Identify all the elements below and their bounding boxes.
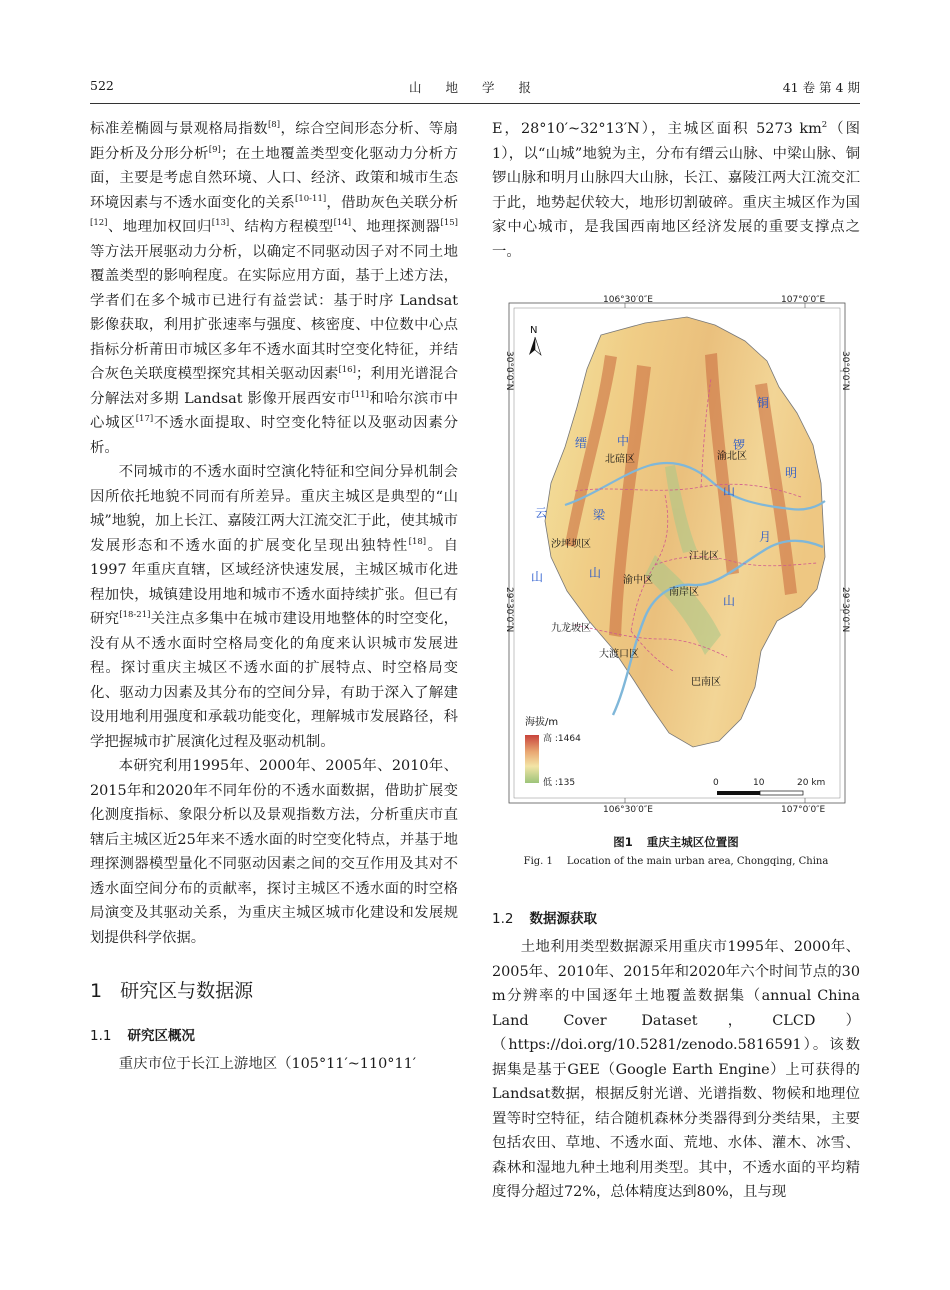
mountain-char-liang: 梁 — [593, 508, 606, 522]
lon-bottom-left: 106°30′0″E — [603, 805, 653, 815]
lon-bottom-right: 107°0′0″E — [781, 805, 826, 815]
right-column-lower — [492, 903, 860, 1205]
mountain-char-shan3: 山 — [723, 484, 736, 498]
right-paragraph-2: 土地利用类型数据源采用重庆市1995年、2000年、2005年、2010年、2015年和2020年六个时间节点的30 m分辨率的中国逐年土地覆盖数据集（annual China Land Cover Dataset，CLCD）（https://doi.org/10.5281/zenodo.5816591）。该数据集是基于GEE（Google Earth Engine）上可获得的Landsat数据，根据反射光谱、光谱指数、物候和地理位置等时空特征，结合随机森林分类器得到分类结果，主要包括农田、草地、不透水面、荒地、水体、灌木、冰雪、森林和湿地九种土地利用类型。其中，不透水面的平均精度得分超过72%，总体精度达到80%，且与现 — [492, 939, 860, 1200]
page-header — [90, 78, 860, 98]
left-paragraph-2: 不同城市的不透水面时空演化特征和空间分异机制会因所依托地貌不同而有所差异。重庆主城区是典型的“山城”地貌，加上长江、嘉陵江两大江流交汇于此，使其城市发展形态和不透水面的扩展变化呈现出独特性[18]。自 1997 年重庆直辖，区域经济快速发展，主城区城市化进程加快，城镇建设用地和城市不透水面持续扩张。但已有研究[18-21]关注点多集中在城市建设用地整体的时空变化，没有从不透水面时空格局变化的角度来认识城市发展进程。探讨重庆主城区不透水面的扩展特点、时空格局变化、驱动力因素及其分布的空间分异，有助于深入了解建设用地利用强度和承载功能变化，理解城市发展路径，科学把握城市扩展演化过程及驱动机制。 — [90, 464, 458, 750]
volume-issue: 41 卷 第 4 期 — [782, 80, 860, 95]
figure-caption-zh: 图1 重庆主城区位置图 — [613, 835, 739, 849]
location-map — [505, 295, 853, 815]
mountain-char-yun: 云 — [535, 506, 548, 520]
lat-left-top: 30°0′0″N — [505, 351, 514, 391]
lon-top-right: 107°0′0″E — [781, 295, 826, 305]
mountain-char-zhong: 中 — [617, 434, 630, 448]
district-beibei: 北碚区 — [605, 454, 635, 465]
district-jiangbei: 江北区 — [689, 551, 719, 562]
left-paragraph-1: 标准差椭圆与景观格局指数[8]，综合空间形态分析、等扇距分析及分形分析[9]；在土地覆盖类型变化驱动力分析方面，主要是考虑自然环境、人口、经济、政策和城市生态环境因素与不透水面变化的关系[10-11]，借助灰色关联分析[12]、地理加权回归[13]、结构方程模型[14]、地理探测器[15]等方法开展驱动力分析，以确定不同驱动因子对不同土地覆盖类型的影响程度。在实际应用方面，基于上述方法，学者们在多个城市已进行有益尝试：基于时序 Landsat 影像获取，利用扩张速率与强度、核密度、中位数中心点指标分析莆田市城区多年不透水面其时空变化特征，并结合灰色关联度模型探究其相关驱动因素[16]；利用光谱混合分解法对多期 Landsat 影像开展西安市[11]和哈尔滨市中心城区[17]不透水面提取、时空变化特征以及驱动因素分析。 — [90, 120, 458, 456]
legend-colorbar — [525, 735, 539, 783]
legend-title: 海拔/m — [525, 717, 559, 728]
scale-label-20: 20 km — [797, 778, 826, 788]
mountain-char-jin: 缙 — [575, 436, 588, 450]
svg-text:N: N — [530, 325, 538, 336]
district-banan: 巴南区 — [691, 677, 721, 688]
scale-label-10: 10 — [753, 778, 765, 788]
lon-top-left: 106°30′0″E — [603, 295, 653, 305]
right-paragraph-1: E，28°10′~32°13′N），主城区面积 5273 $km^2$（图 1），以“山城”地貌为主，分布有缙云山脉、中梁山脉、铜锣山脉和明月山脉四大山脉，长江、嘉陵江两大江流交汇于此，地势起伏较大，地形切割破碎。重庆主城区作为国家中心城市，是我国西南地区经济发展的重要支撑点之一。 — [492, 120, 860, 260]
left-column — [90, 117, 458, 1077]
scale-label-0: 0 — [713, 778, 719, 788]
district-yuzhong: 渝中区 — [623, 575, 653, 586]
mountain-char-shan1: 山 — [531, 570, 544, 584]
left-paragraph-3: 本研究利用1995年、2000年、2005年、2010年、2015年和2020年不同年份的不透水面数据，借助扩展变化测度指标、象限分析以及景观指数方法，分析重庆市直辖后主城区近25年来不透水面的时空变化特点，并基于地理探测器模型量化不同驱动因素之间的交互作用及其对不透水面空间分布的贡献率，探讨主城区不透水面的时空格局演变及其驱动关系，为重庆主城区城市化建设和发展规划提供科学依据。 — [90, 758, 458, 946]
page-number: 522 — [90, 78, 114, 93]
section-heading: 1 研究区与数据源 — [90, 980, 254, 1002]
legend-high: 高 :1464 — [543, 734, 581, 744]
legend-low: 低 :135 — [543, 778, 576, 788]
right-column — [492, 117, 860, 264]
lat-left-bottom: 29°30′0″N — [505, 587, 514, 633]
figure-map — [505, 295, 853, 815]
journal-name: 山 地 学 报 — [409, 80, 541, 95]
figure-caption-en: Fig. 1 Location of the main urban area, Chongqing, China — [523, 856, 829, 867]
district-shapingba: 沙坪坝区 — [551, 539, 591, 550]
lat-right-bottom: 29°30′0″N — [840, 587, 850, 633]
subsection-heading-1-1: 1.1 研究区概况 — [90, 1028, 195, 1044]
left-paragraph-4: 重庆市位于长江上游地区（105°11′~110°11′ — [118, 1056, 417, 1072]
mountain-char-tong: 铜 — [757, 396, 770, 410]
mountain-char-yue: 月 — [759, 530, 772, 544]
district-yubei: 渝北区 — [717, 451, 747, 462]
mountain-char-luo: 锣 — [733, 438, 746, 452]
mountain-char-shan2: 山 — [589, 566, 602, 580]
district-dadukou: 大渡口区 — [599, 649, 639, 660]
district-jiulongpo: 九龙坡区 — [551, 623, 591, 634]
lat-right-top: 30°0′0″N — [840, 351, 850, 391]
district-nanan: 南岸区 — [669, 587, 699, 598]
mountain-char-ming: 明 — [785, 466, 798, 480]
header-rule — [90, 103, 860, 104]
subsection-heading-1-2: 1.2 数据源获取 — [492, 911, 597, 927]
mountain-char-shan4: 山 — [723, 594, 736, 608]
